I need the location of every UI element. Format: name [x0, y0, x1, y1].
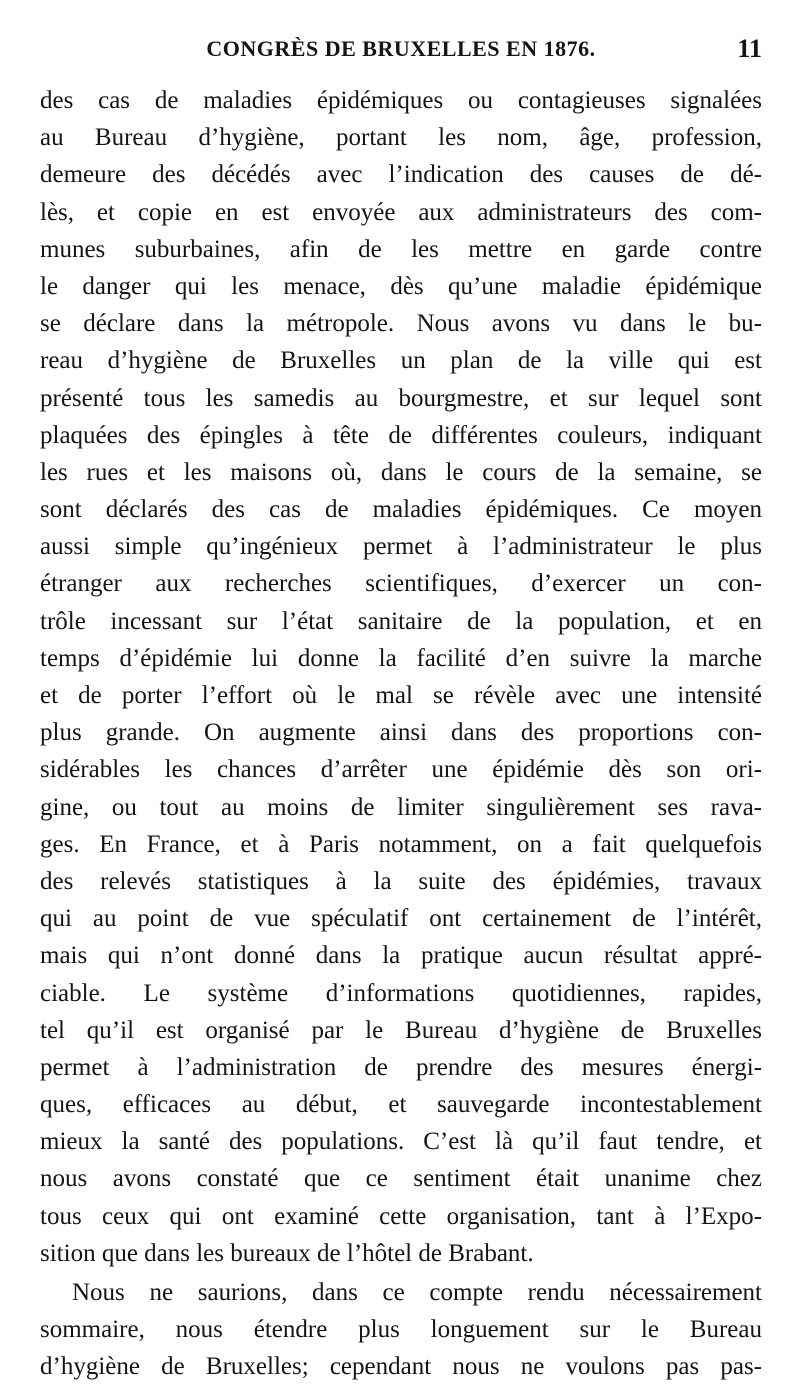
text-line: sommaire, nous étendre plus longuement sur le Bureau — [40, 1316, 762, 1344]
body-text — [40, 82, 762, 1386]
text-line: munes suburbaines, afin de les mettre en garde contre — [40, 235, 762, 263]
text-line: tel qu’il est organisé par le Bureau d’hygiène de Bruxelles — [40, 1016, 762, 1044]
text-line: demeure des décédés avec l’indication des causes de dé- — [40, 161, 762, 189]
text-line: qui au point de vue spéculatif ont certainement de l’intérêt, — [40, 905, 762, 933]
text-line: le danger qui les menace, dès qu’une maladie épidémique — [40, 272, 762, 300]
text-line: d’hygiène de Bruxelles; cependant nous ne voulons pas pas- — [40, 1353, 762, 1381]
page-header — [40, 34, 762, 74]
text-line: sition que dans les bureaux de l’hôtel de Brabant. — [40, 1239, 534, 1267]
text-line: gine, ou tout au moins de limiter singulièrement ses rava- — [40, 793, 762, 821]
text-line: ges. En France, et à Paris notamment, on a fait quelquefois — [40, 830, 762, 858]
text-line: reau d’hygiène de Bruxelles un plan de la ville qui est — [40, 347, 762, 375]
paragraph — [40, 82, 762, 1272]
text-line: ques, efficaces au début, et sauvegarde incontestablement — [40, 1091, 762, 1119]
text-line: aussi simple qu’ingénieux permet à l’administrateur le plus — [40, 533, 762, 561]
text-line: des relevés statistiques à la suite des épidémies, travaux — [40, 867, 762, 895]
text-line: mieux la santé des populations. C’est là qu’il faut tendre, et — [40, 1128, 762, 1156]
text-line: plus grande. On augmente ainsi dans des proportions con- — [40, 719, 762, 747]
text-line: étranger aux recherches scientifiques, d’exercer un con- — [40, 570, 762, 598]
text-line: et de porter l’effort où le mal se révèle avec une intensité — [40, 682, 762, 709]
text-line: sont déclarés des cas de maladies épidémiques. Ce moyen — [40, 496, 762, 524]
text-line: présenté tous les samedis au bourgmestre, et sur lequel sont — [40, 384, 762, 412]
page-number: 11 — [737, 34, 762, 63]
text-line: nous avons constaté que ce sentiment était unanime chez — [40, 1165, 762, 1193]
paragraph — [40, 1274, 762, 1386]
running-title: CONGRÈS DE BRUXELLES EN 1876. — [206, 36, 596, 61]
text-line: au Bureau d’hygiène, portant les nom, âge, profession, — [40, 124, 762, 152]
text-line: se déclare dans la métropole. Nous avons vu dans le bu- — [40, 310, 762, 338]
text-line: des cas de maladies épidémiques ou contagieuses signalées — [40, 87, 762, 114]
text-line: mais qui n’ont donné dans la pratique aucun résultat appré- — [40, 942, 762, 970]
text-line: lès, et copie en est envoyée aux administrateurs des com- — [40, 198, 762, 226]
text-line: les rues et les maisons où, dans le cours de la semaine, se — [40, 458, 762, 486]
text-line: tous ceux qui ont examiné cette organisation, tant à l’Expo- — [40, 1202, 762, 1230]
text-line: Nous ne saurions, dans ce compte rendu nécessairement — [72, 1279, 762, 1306]
text-line: sidérables les chances d’arrêter une épidémie dès son ori- — [40, 756, 762, 784]
text-line: trôle incessant sur l’état sanitaire de la population, et en — [40, 607, 762, 635]
text-line: plaquées des épingles à tête de différentes couleurs, indiquant — [40, 421, 762, 449]
text-line: temps d’épidémie lui donne la facilité d’en suivre la marche — [40, 644, 762, 672]
text-line: ciable. Le système d’informations quotidiennes, rapides, — [40, 979, 762, 1007]
text-line: permet à l’administration de prendre des mesures énergi- — [40, 1053, 762, 1081]
